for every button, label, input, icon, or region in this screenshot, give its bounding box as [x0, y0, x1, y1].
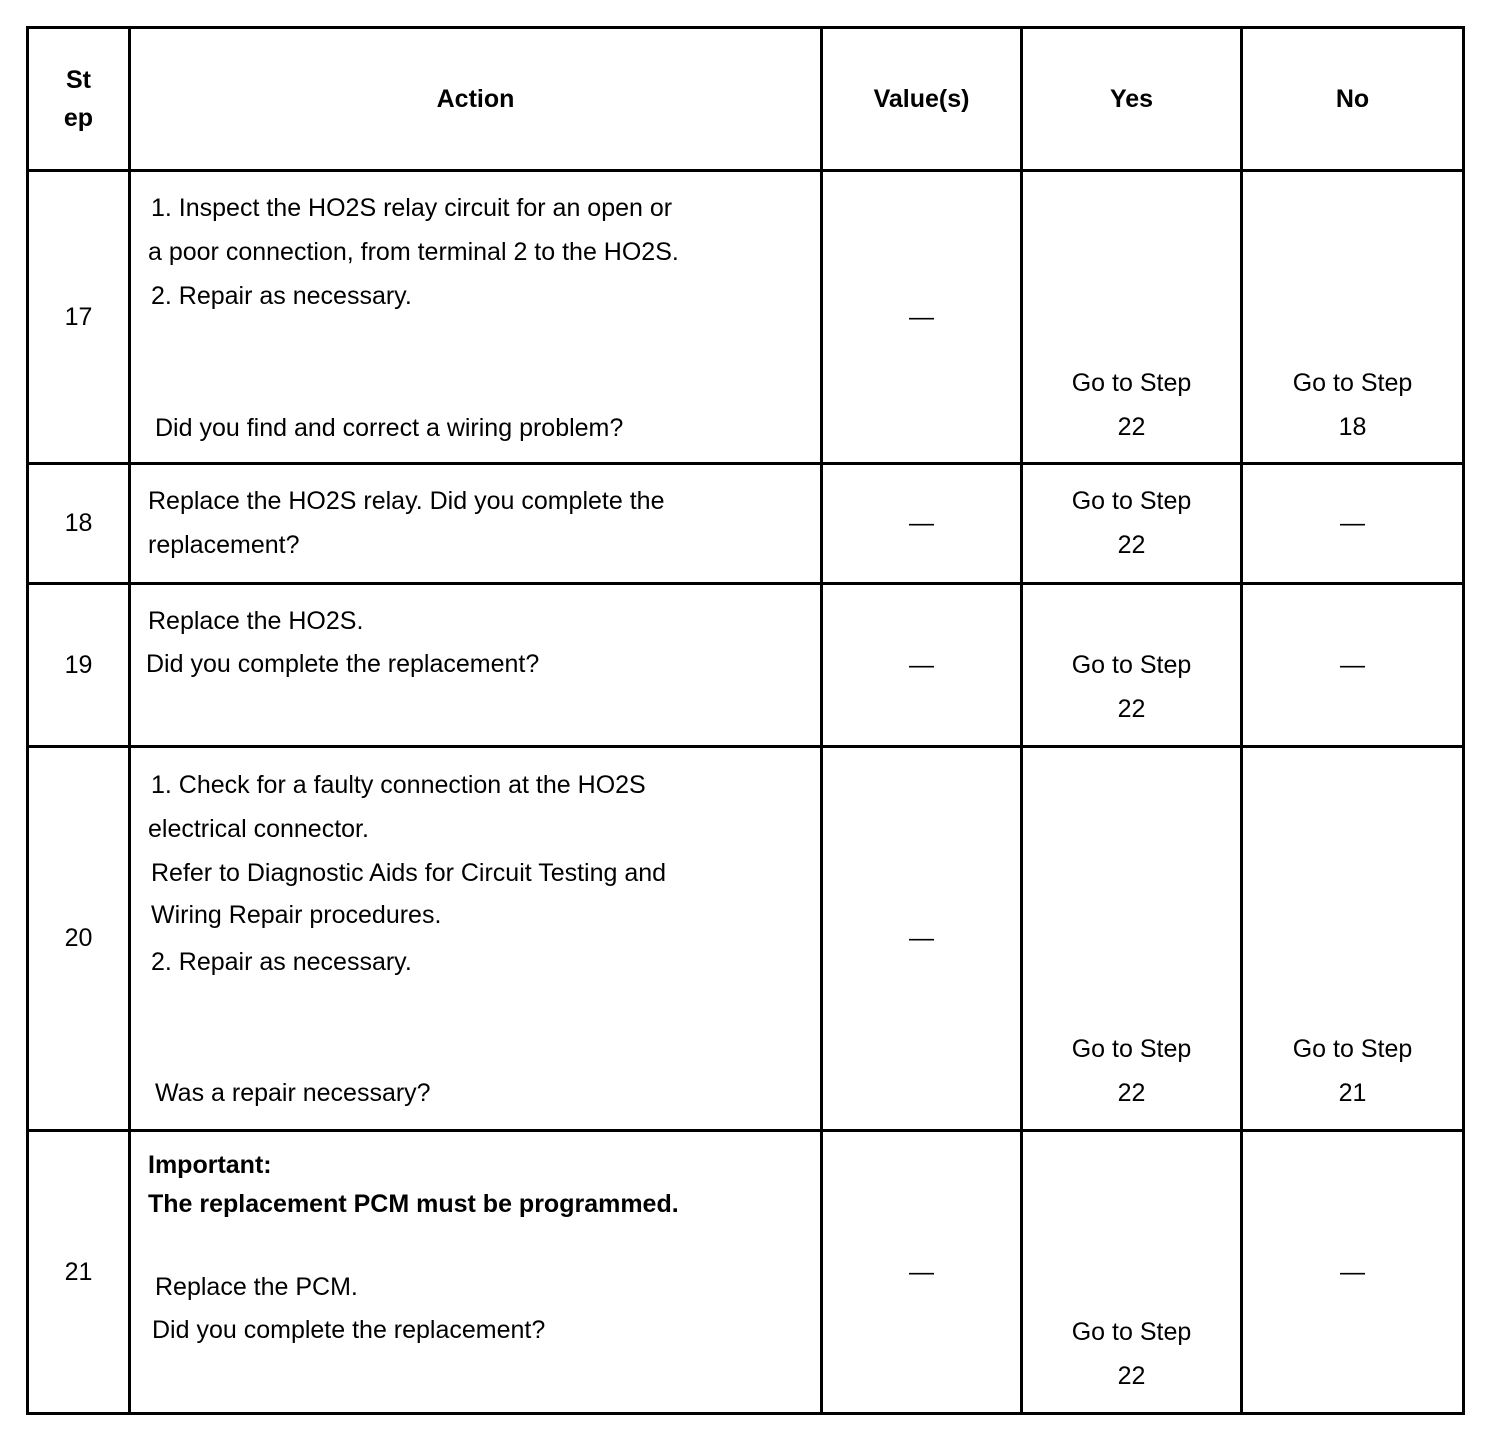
yes-cell — [1022, 747, 1242, 1131]
goto-target: 22 — [1117, 531, 1146, 559]
no-cell: — — [1242, 1131, 1464, 1414]
no-cell: — — [1242, 584, 1464, 747]
goto-label: Go to Step — [1071, 1318, 1192, 1346]
yes-cell — [1022, 464, 1242, 584]
header-no: No — [1242, 28, 1464, 171]
header-row — [28, 28, 1464, 171]
value-cell: — — [822, 584, 1022, 747]
action-line: replacement? — [148, 531, 300, 559]
table-row — [28, 464, 1464, 584]
important-label: Important: — [148, 1151, 272, 1179]
yes-goto — [1023, 361, 1240, 449]
action-line: electrical connector. — [148, 815, 369, 843]
table-row — [28, 171, 1464, 464]
action-line: 2. Repair as necessary. — [151, 948, 412, 976]
no-cell — [1242, 171, 1464, 464]
header-yes: Yes — [1022, 28, 1242, 171]
goto-label: Go to Step — [1292, 369, 1413, 397]
yes-cell — [1022, 584, 1242, 747]
action-line: Did you complete the replacement? — [146, 650, 540, 678]
goto-target: 22 — [1117, 1362, 1146, 1390]
step-number: 17 — [28, 171, 130, 464]
action-line: Replace the HO2S. — [148, 607, 364, 635]
goto-label: Go to Step — [1071, 651, 1192, 679]
action-line: 2. Repair as necessary. — [151, 282, 412, 310]
goto-target: 22 — [1117, 695, 1146, 723]
table-row — [28, 1131, 1464, 1414]
value-cell: — — [822, 1131, 1022, 1414]
step-number: 20 — [28, 747, 130, 1131]
header-step — [28, 28, 130, 171]
goto-label: Go to Step — [1292, 1035, 1413, 1063]
action-cell — [130, 584, 822, 747]
step-number: 21 — [28, 1131, 130, 1414]
step-number: 19 — [28, 584, 130, 747]
value-cell: — — [822, 747, 1022, 1131]
value-cell: — — [822, 171, 1022, 464]
table-row — [28, 584, 1464, 747]
action-line: 1. Check for a faulty connection at the HO2S — [151, 771, 646, 799]
goto-label: Go to Step — [1071, 1035, 1192, 1063]
header-values: Value(s) — [822, 28, 1022, 171]
action-line: Wiring Repair procedures. — [151, 901, 442, 929]
action-line: Refer to Diagnostic Aids for Circuit Testing and — [151, 859, 667, 887]
action-line: Replace the HO2S relay. Did you complete the — [148, 487, 665, 515]
yes-goto — [1023, 1027, 1240, 1115]
action-line: Replace the PCM. — [155, 1273, 358, 1301]
value-cell: — — [822, 464, 1022, 584]
goto-label: Go to Step — [1071, 369, 1192, 397]
yes-goto — [1023, 479, 1240, 567]
action-question: Did you find and correct a wiring problem? — [155, 414, 624, 442]
header-action: Action — [130, 28, 822, 171]
yes-cell — [1022, 1131, 1242, 1414]
action-question: Was a repair necessary? — [155, 1079, 431, 1107]
diagnostic-table — [26, 26, 1465, 1415]
goto-target: 21 — [1338, 1079, 1367, 1107]
action-cell — [130, 747, 822, 1131]
no-goto — [1243, 361, 1462, 449]
goto-target: 22 — [1117, 1079, 1146, 1107]
action-cell — [130, 171, 822, 464]
no-cell — [1242, 747, 1464, 1131]
action-cell — [130, 1131, 822, 1414]
action-cell — [130, 464, 822, 584]
yes-goto — [1023, 1310, 1240, 1398]
no-goto — [1243, 1027, 1462, 1115]
action-line: Did you complete the replacement? — [152, 1316, 546, 1344]
header-step-text: St ep — [63, 66, 94, 132]
yes-goto — [1023, 643, 1240, 731]
action-line: a poor connection, from terminal 2 to the HO2S. — [148, 238, 679, 266]
goto-target: 18 — [1338, 413, 1367, 441]
yes-cell — [1022, 171, 1242, 464]
goto-target: 22 — [1117, 413, 1146, 441]
goto-label: Go to Step — [1071, 487, 1192, 515]
important-text: The replacement PCM must be programmed. — [148, 1190, 679, 1218]
table-row — [28, 747, 1464, 1131]
step-number: 18 — [28, 464, 130, 584]
no-cell: — — [1242, 464, 1464, 584]
action-line: 1. Inspect the HO2S relay circuit for an open or — [151, 194, 673, 222]
